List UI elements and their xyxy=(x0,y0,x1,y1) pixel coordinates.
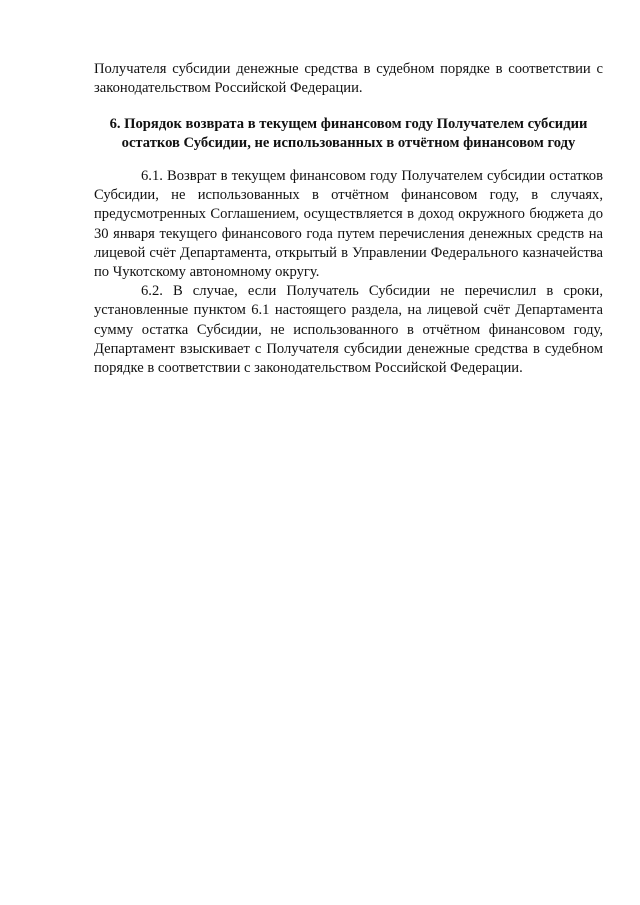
paragraph-6-2: 6.2. В случае, если Получатель Субсидии не перечислил в сроки, установленные пунктом 6.1 настоящего раздела, на лицевой счёт Департамента сумму остатка Субсидии, не использованного в отчётном финансовом году, Департамент взыскивает с Получателя субсидии денежные средства в судебном порядке в соответствии с законодательством Российской Федерации. xyxy=(94,283,603,377)
paragraph-6-1: 6.1. Возврат в текущем финансовом году Получателем субсидии остатков Субсидии, не использованных в отчётном финансовом году, в случаях, предусмотренных Соглашением, осуществляется в доход окружного бюджета до 30 января текущего финансового года путем перечисления денежных средств на лицевой счёт Департамента, открытый в Управлении Федерального казначейства по Чукотскому автономному округу. xyxy=(94,168,603,281)
continued-paragraph: Получателя субсидии денежные средства в судебном порядке в соответствии с законодательством Российской Федерации. xyxy=(94,61,603,97)
section-body xyxy=(94,167,603,378)
section-heading: 6. Порядок возврата в текущем финансовом году Получателем субсидии остатков Субсидии, не использованных в отчётном финансовом году xyxy=(109,116,588,152)
